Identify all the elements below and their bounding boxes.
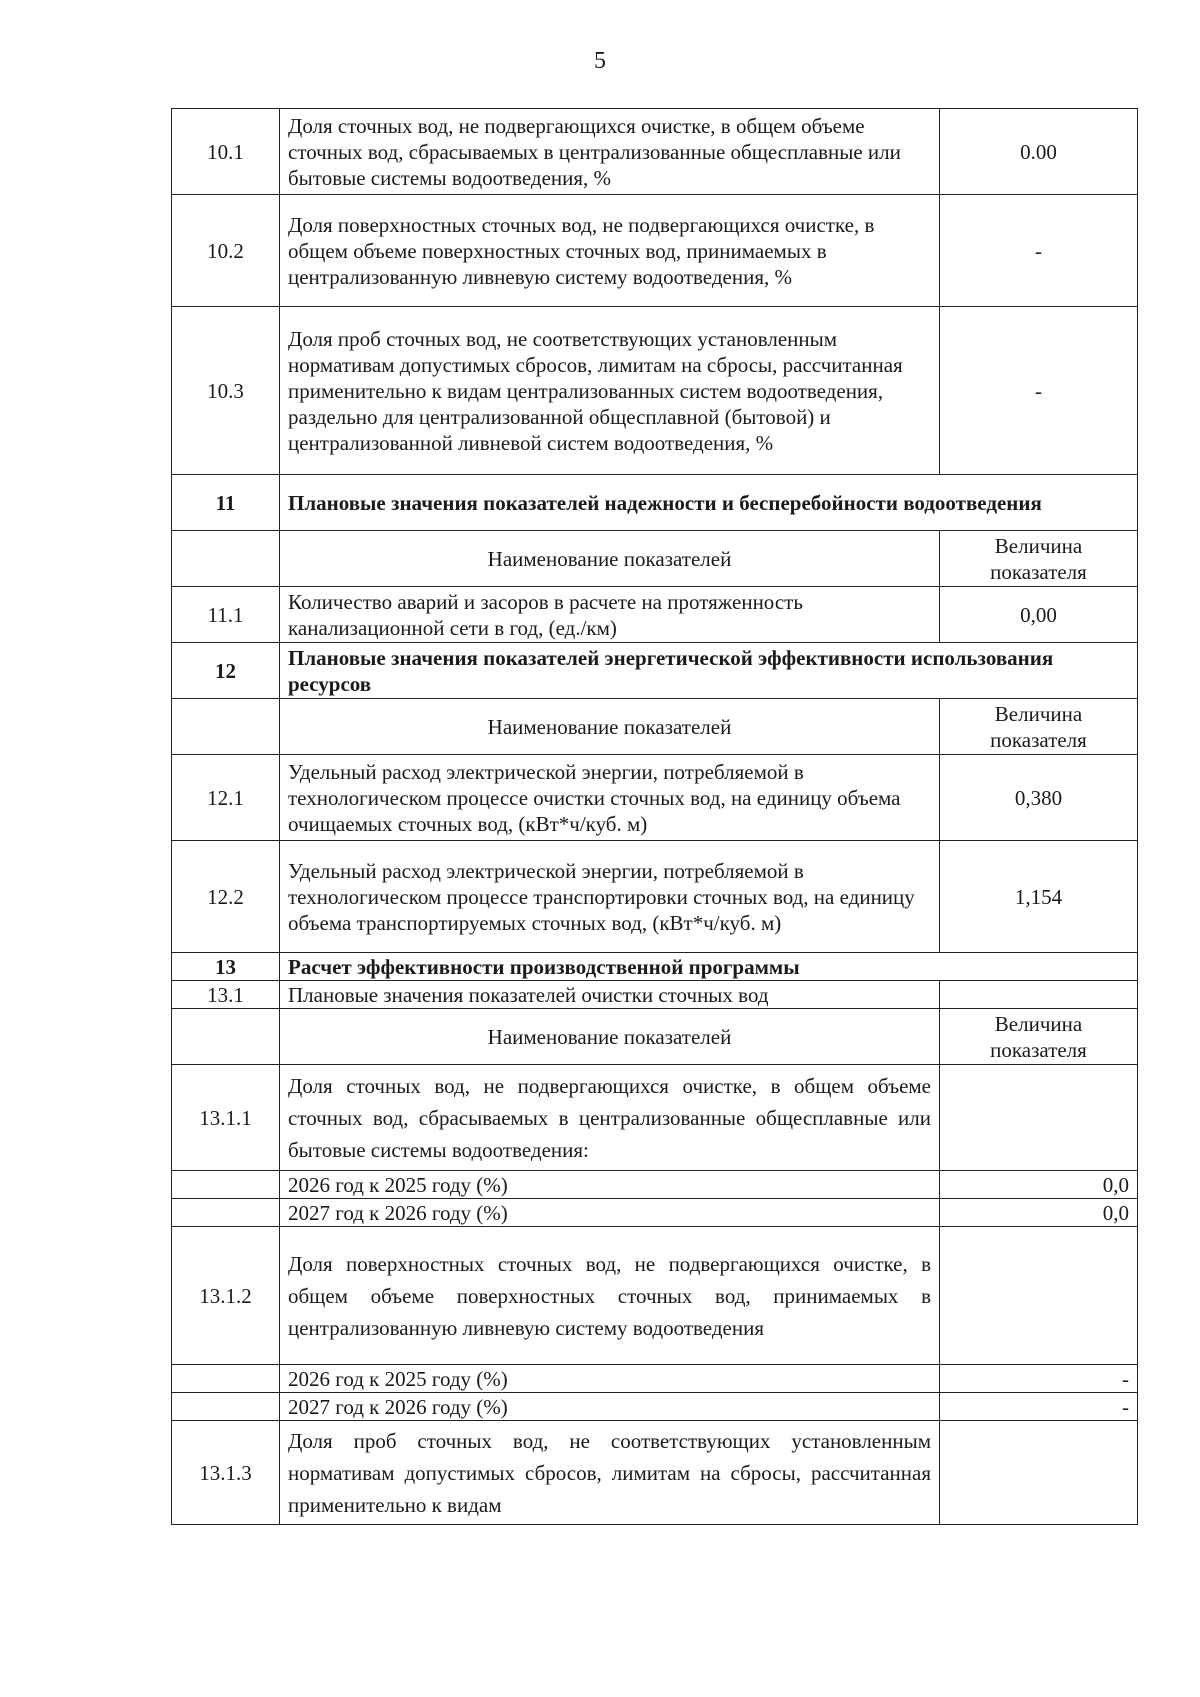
table-row bbox=[172, 1065, 1138, 1171]
section-title: Плановые значения показателей надежности и бесперебойности водоотведения bbox=[280, 475, 1138, 531]
section-number: 12 bbox=[172, 643, 280, 699]
empty-cell bbox=[940, 1065, 1138, 1171]
row-number: 10.3 bbox=[172, 307, 280, 475]
column-header-value: Величина показателя bbox=[940, 1009, 1138, 1065]
row-number: 13.1.2 bbox=[172, 1227, 280, 1365]
period-value: 0,0 bbox=[940, 1171, 1138, 1199]
row-number: 11.1 bbox=[172, 587, 280, 643]
empty-cell bbox=[172, 1171, 280, 1199]
section-row bbox=[172, 475, 1138, 531]
indicator-name: Доля проб сточных вод, не соответствующих установленным нормативам допустимых сбросов, лимитам на сбросы, рассчитанная применительно к видам централизованных систем водоотведения, раздельно для централизованной общесплавной (бытовой) и централизованной ливневой систем водоотведения, % bbox=[280, 307, 940, 475]
table-row bbox=[172, 307, 1138, 475]
table-row bbox=[172, 1227, 1138, 1365]
indicator-name: Доля поверхностных сточных вод, не подвергающихся очистке, в общем объеме поверхностных сточных вод, принимаемых в централизованную ливневую систему водоотведения, % bbox=[280, 195, 940, 307]
empty-cell bbox=[172, 1393, 280, 1421]
table-row bbox=[172, 1421, 1138, 1525]
section-number: 13 bbox=[172, 953, 280, 981]
period-value: - bbox=[940, 1393, 1138, 1421]
empty-cell bbox=[940, 1421, 1138, 1525]
indicator-value: - bbox=[940, 195, 1138, 307]
table-row bbox=[172, 755, 1138, 841]
table-row bbox=[172, 981, 1138, 1009]
indicator-name: Удельный расход электрической энергии, потребляемой в технологическом процессе очистки сточных вод, на единицу объема очищаемых сточных вод, (кВт*ч/куб. м) bbox=[280, 755, 940, 841]
row-number: 10.1 bbox=[172, 109, 280, 195]
table-row bbox=[172, 587, 1138, 643]
indicator-name: Доля сточных вод, не подвергающихся очистке, в общем объеме сточных вод, сбрасываемых в централизованные общесплавные или бытовые системы водоотведения, % bbox=[280, 109, 940, 195]
section-title: Расчет эффективности производственной программы bbox=[280, 953, 1138, 981]
table-row bbox=[172, 1199, 1138, 1227]
section-row bbox=[172, 953, 1138, 981]
period-label: 2027 год к 2026 году (%) bbox=[280, 1199, 940, 1227]
section-number: 11 bbox=[172, 475, 280, 531]
empty-cell bbox=[172, 1009, 280, 1065]
column-header-value: Величина показателя bbox=[940, 699, 1138, 755]
indicator-name: Плановые значения показателей очистки сточных вод bbox=[280, 981, 940, 1009]
indicator-name: Удельный расход электрической энергии, потребляемой в технологическом процессе транспортировки сточных вод, на единицу объема транспортируемых сточных вод, (кВт*ч/куб. м) bbox=[280, 841, 940, 953]
indicator-value: 0.00 bbox=[940, 109, 1138, 195]
row-number: 13.1.1 bbox=[172, 1065, 280, 1171]
header-row bbox=[172, 1009, 1138, 1065]
empty-cell bbox=[172, 531, 280, 587]
row-number: 10.2 bbox=[172, 195, 280, 307]
header-row bbox=[172, 699, 1138, 755]
table-row bbox=[172, 109, 1138, 195]
header-row bbox=[172, 531, 1138, 587]
page-number: 5 bbox=[594, 48, 606, 74]
indicator-value: 1,154 bbox=[940, 841, 1138, 953]
indicator-name: Доля сточных вод, не подвергающихся очистке, в общем объеме сточных вод, сбрасываемых в централизованные общесплавные или бытовые системы водоотведения: bbox=[280, 1065, 940, 1171]
empty-cell bbox=[172, 1199, 280, 1227]
column-header-name: Наименование показателей bbox=[280, 531, 940, 587]
indicator-value: 0,00 bbox=[940, 587, 1138, 643]
section-row bbox=[172, 643, 1138, 699]
empty-cell bbox=[172, 1365, 280, 1393]
table-row bbox=[172, 195, 1138, 307]
period-label: 2026 год к 2025 году (%) bbox=[280, 1171, 940, 1199]
row-number: 13.1.3 bbox=[172, 1421, 280, 1525]
period-value: - bbox=[940, 1365, 1138, 1393]
empty-cell bbox=[940, 1227, 1138, 1365]
empty-cell bbox=[172, 699, 280, 755]
indicator-name: Доля поверхностных сточных вод, не подвергающихся очистке, в общем объеме поверхностных сточных вод, принимаемых в централизованную ливневую систему водоотведения bbox=[280, 1227, 940, 1365]
indicators-table bbox=[171, 108, 1138, 1525]
row-number: 12.2 bbox=[172, 841, 280, 953]
row-number: 12.1 bbox=[172, 755, 280, 841]
column-header-name: Наименование показателей bbox=[280, 699, 940, 755]
table-row bbox=[172, 1365, 1138, 1393]
period-label: 2027 год к 2026 году (%) bbox=[280, 1393, 940, 1421]
indicator-value: - bbox=[940, 307, 1138, 475]
indicator-value: 0,380 bbox=[940, 755, 1138, 841]
indicator-name: Количество аварий и засоров в расчете на протяженность канализационной сети в год, (ед./км) bbox=[280, 587, 940, 643]
empty-cell bbox=[940, 981, 1138, 1009]
section-title: Плановые значения показателей энергетической эффективности использования ресурсов bbox=[280, 643, 1138, 699]
period-label: 2026 год к 2025 году (%) bbox=[280, 1365, 940, 1393]
period-value: 0,0 bbox=[940, 1199, 1138, 1227]
column-header-name: Наименование показателей bbox=[280, 1009, 940, 1065]
column-header-value: Величина показателя bbox=[940, 531, 1138, 587]
table-row bbox=[172, 1393, 1138, 1421]
table-row bbox=[172, 1171, 1138, 1199]
indicator-name: Доля проб сточных вод, не соответствующих установленным нормативам допустимых сбросов, лимитам на сбросы, рассчитанная применительно к видам bbox=[280, 1421, 940, 1525]
table-row bbox=[172, 841, 1138, 953]
row-number: 13.1 bbox=[172, 981, 280, 1009]
